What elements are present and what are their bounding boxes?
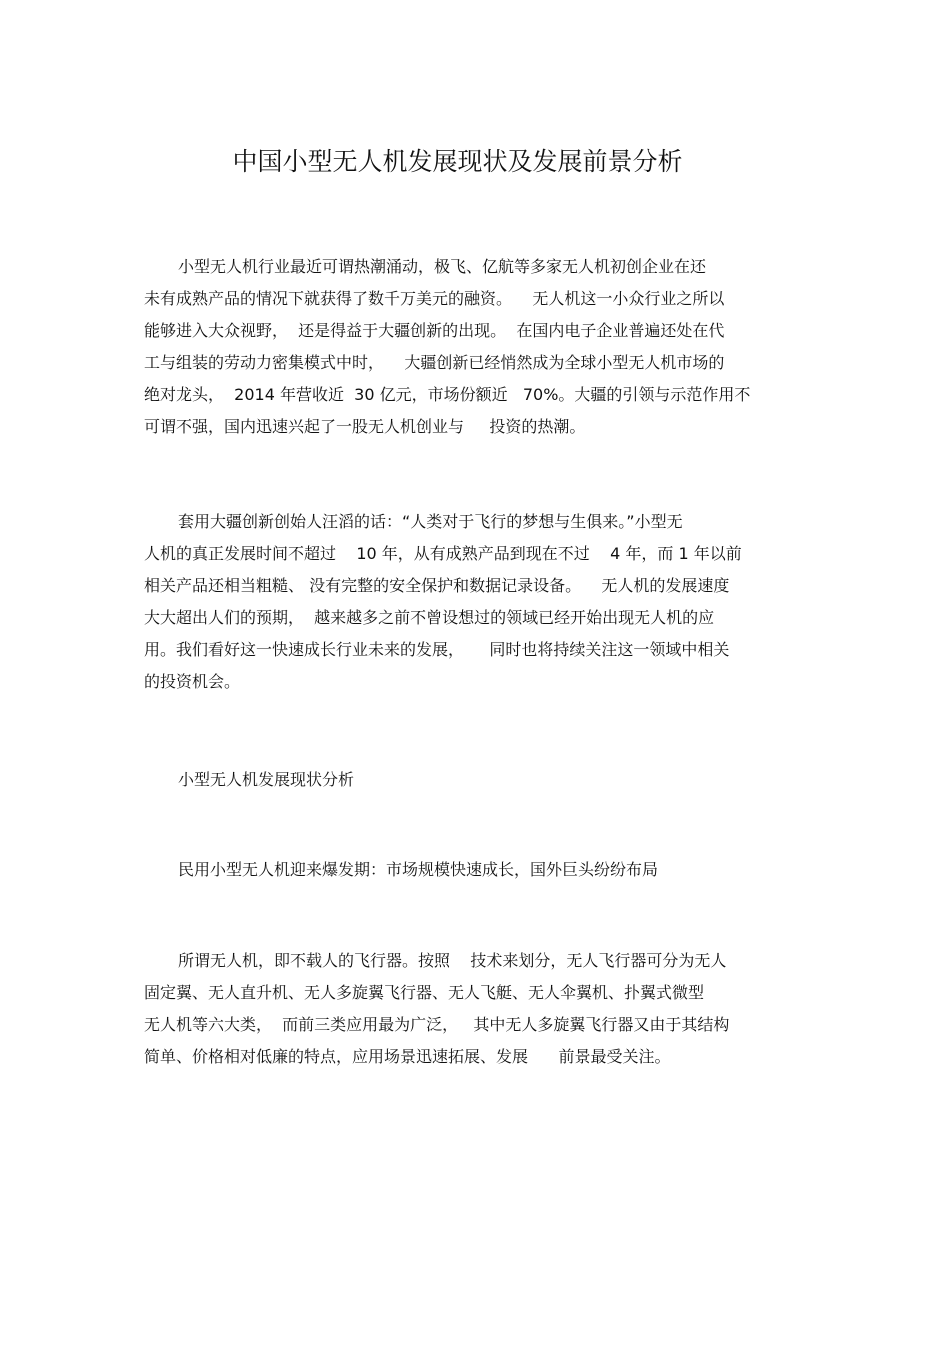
text-line: 小型无人机行业最近可谓热潮涌动，极飞、亿航等多家无人机初创企业在还 [178,257,707,276]
text-line: 未有成熟产品的情况下就获得了数千万美元的融资。 无人机这一小众行业之所以 [144,289,725,308]
section-heading: 小型无人机发展现状分析 [178,770,355,789]
paragraph-founder-quote [144,506,824,698]
text-line: 的投资机会。 [144,672,241,691]
text-line: 固定翼、无人直升机、无人多旋翼飞行器、无人飞艇、无人伞翼机、扑翼式微型 [144,983,705,1002]
text-line: 用。我们看好这一快速成长行业未来的发展， 同时也将持续关注这一领域中相关 [144,640,730,659]
sub-heading: 民用小型无人机迎来爆发期：市场规模快速成长，国外巨头纷纷布局 [178,860,659,879]
paragraph-intro [144,251,824,443]
text-line: 所谓无人机，即不载人的飞行器。按照 技术来划分，无人飞行器可分为无人 [178,951,727,970]
text-line: 工与组装的劳动力密集模式中时， 大疆创新已经悄然成为全球小型无人机市场的 [144,353,725,372]
text-line: 套用大疆创新创始人汪滔的话：“人类对于飞行的梦想与生俱来。”小型无 [178,512,683,531]
text-line: 人机的真正发展时间不超过 10 年，从有成熟产品到现在不过 4 年，而 1 年以前 [144,544,742,563]
text-line: 大大超出人们的预期， 越来越多之前不曾设想过的领域已经开始出现无人机的应 [144,608,715,627]
text-line: 无人机等六大类， 而前三类应用最为广泛， 其中无人多旋翼飞行器又由于其结构 [144,1015,730,1034]
text-line: 能够进入大众视野， 还是得益于大疆创新的出现。 在国内电子企业普遍还处在代 [144,321,725,340]
text-line: 相关产品还相当粗糙、 没有完整的安全保护和数据记录设备。 无人机的发展速度 [144,576,730,595]
text-line: 绝对龙头， 2014 年营收近 30 亿元，市场份额近 70%。大疆的引领与示范作用不 [144,385,751,404]
document-title: 中国小型无人机发展现状及发展前景分析 [232,147,683,176]
text-line: 简单、价格相对低廉的特点，应用场景迅速拓展、发展 前景最受关注。 [144,1047,671,1066]
paragraph-definition [144,945,824,1073]
text-line: 可谓不强，国内迅速兴起了一股无人机创业与 投资的热潮。 [144,417,586,436]
